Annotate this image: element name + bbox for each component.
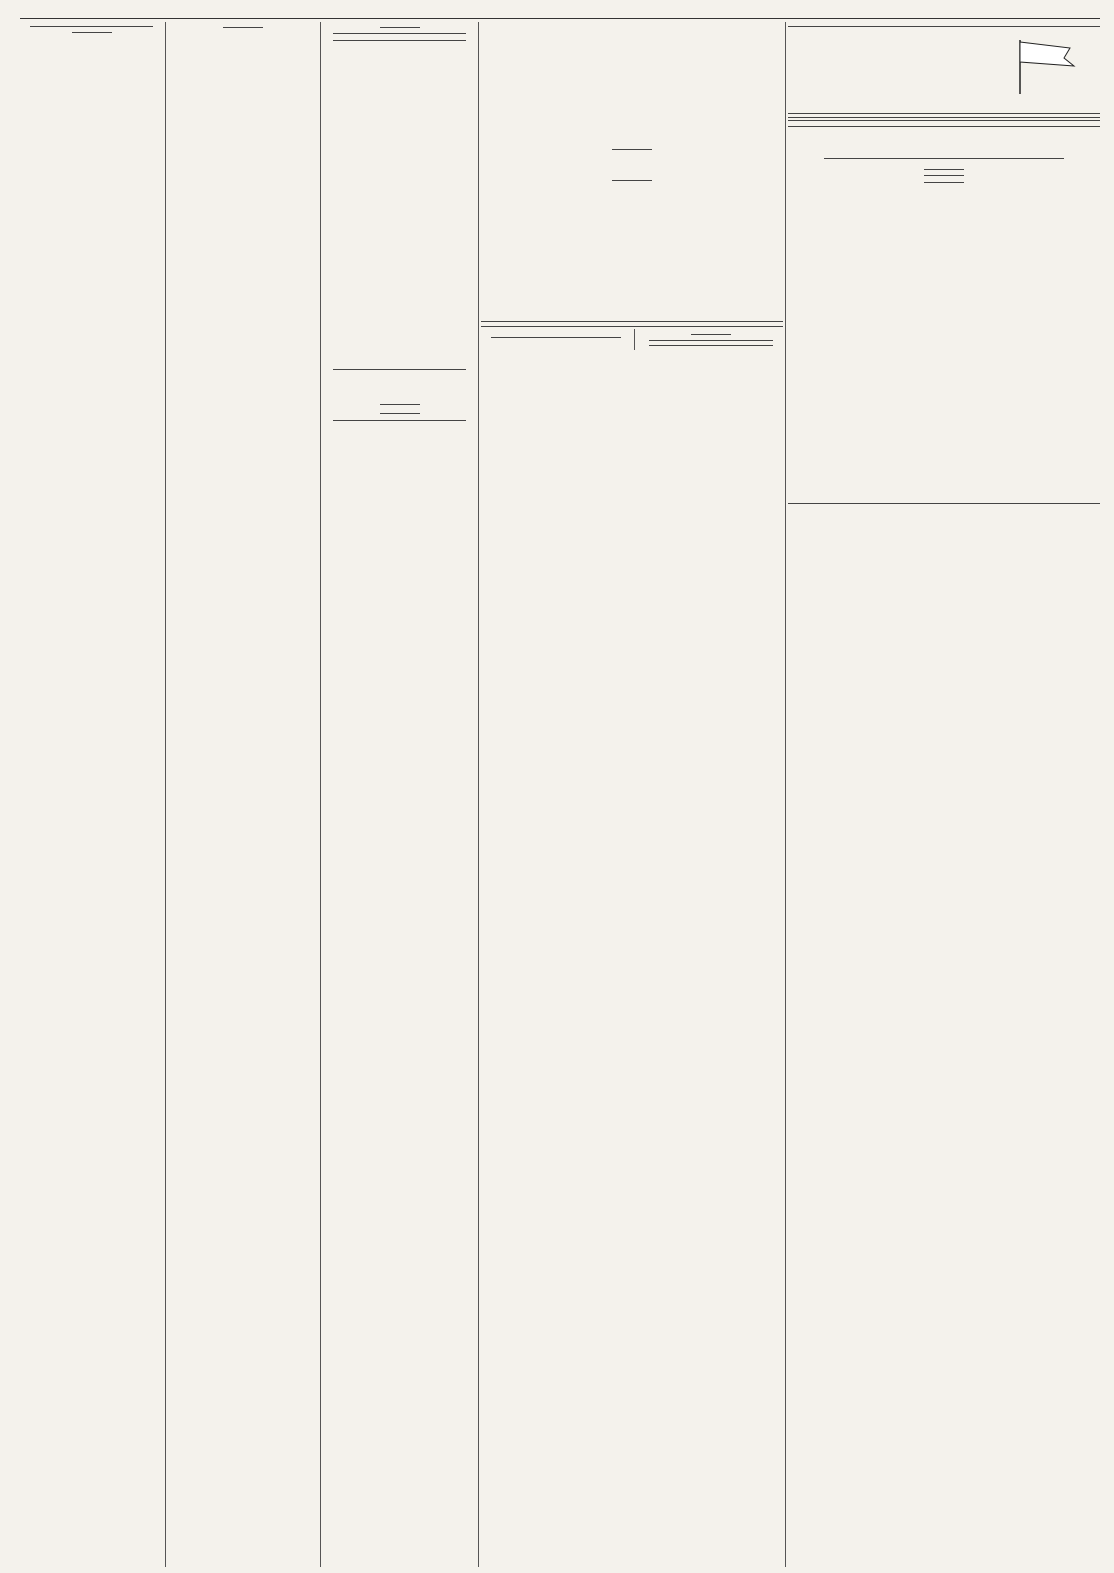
- divider: [481, 321, 783, 322]
- divider: [380, 27, 420, 28]
- column-divider: [785, 22, 786, 1567]
- nz-clothing-advert: [323, 45, 476, 365]
- column-1: [20, 22, 163, 1567]
- divider: [924, 175, 964, 176]
- divider: [788, 126, 1100, 127]
- divider: [333, 40, 466, 41]
- column-4: [481, 22, 783, 1567]
- divider: [481, 326, 783, 327]
- divider: [72, 32, 112, 33]
- divider: [612, 180, 652, 181]
- column-divider: [320, 22, 321, 1567]
- divider: [380, 404, 420, 405]
- divider: [333, 420, 466, 421]
- bottom-adverts: [481, 329, 783, 350]
- bottom-right-adverts: [635, 329, 783, 350]
- excelsior-flag-icon: [1012, 36, 1082, 96]
- divider: [612, 149, 652, 150]
- tea-advert-body: [824, 130, 1064, 188]
- column-5: [788, 22, 1100, 1567]
- divider: [30, 26, 153, 27]
- divider: [491, 337, 621, 338]
- divider: [788, 113, 1100, 114]
- divider: [788, 26, 1100, 27]
- column-3: [323, 22, 476, 1567]
- divider: [380, 413, 420, 414]
- divider: [924, 169, 964, 170]
- tea-advert: [788, 130, 1100, 500]
- toomer-advert: [788, 30, 1100, 110]
- divider: [333, 33, 466, 34]
- divider: [788, 503, 1100, 504]
- divider: [223, 27, 263, 28]
- divider: [788, 117, 1100, 118]
- bottom-left-adverts: [481, 329, 635, 350]
- davies-murphy-advert: [323, 374, 476, 414]
- divider: [649, 340, 773, 341]
- column-divider: [478, 22, 479, 1567]
- column-2: [168, 22, 318, 1567]
- pearpoint-advert: [788, 117, 1100, 123]
- divider: [691, 334, 731, 335]
- powell-advert: [639, 334, 783, 335]
- column-divider: [165, 22, 166, 1567]
- masthead-rule: [20, 18, 1100, 19]
- divider: [333, 369, 466, 370]
- toomer-brand-block: [788, 30, 1100, 108]
- divider: [649, 345, 773, 346]
- divider: [824, 158, 1064, 159]
- divider: [924, 182, 964, 183]
- divider: [788, 120, 1100, 121]
